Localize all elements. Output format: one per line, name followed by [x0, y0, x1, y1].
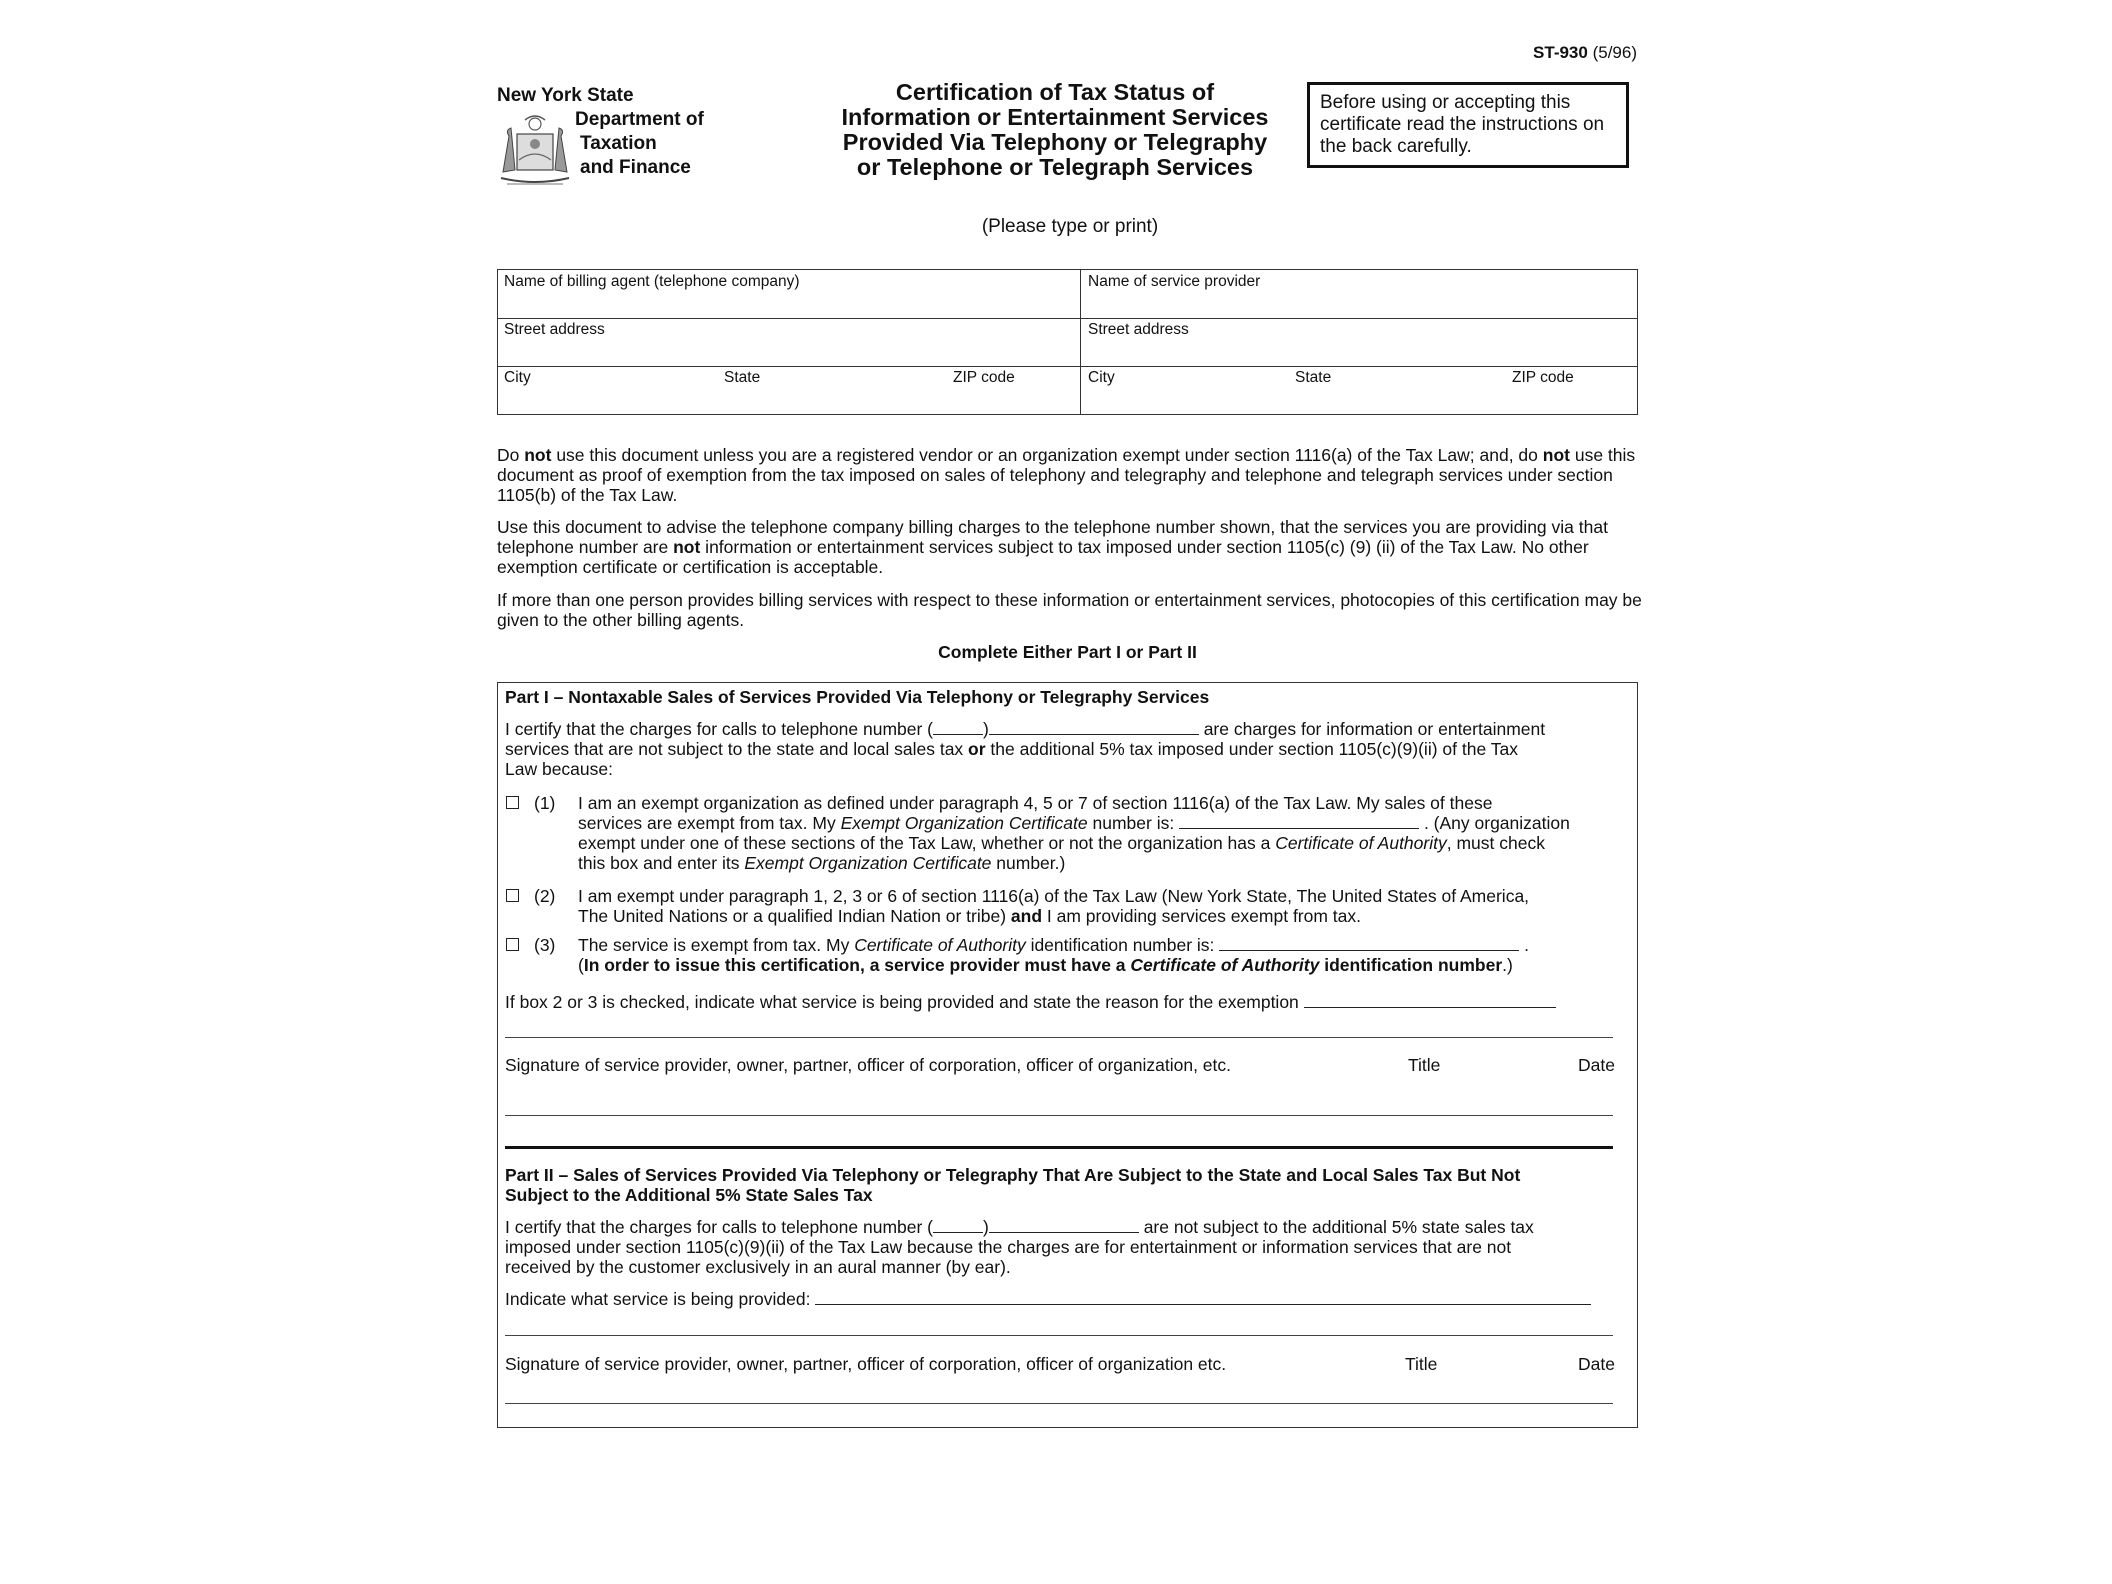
item-2-number: (2) [534, 886, 556, 906]
agency-line-1: New York State [497, 85, 634, 106]
title-line-2: Information or Entertainment Services [841, 104, 1269, 130]
provider-state-field[interactable]: State [1295, 369, 1332, 386]
billing-zip-field[interactable]: ZIP code [953, 369, 1015, 386]
state-seal-icon [497, 110, 573, 190]
title-line-4: or Telephone or Telegraph Services [856, 154, 1254, 180]
instruction-paragraph-1: Do not use this document unless you are a registered vendor or an organization exempt under section 1116(a) of the Tax Law; and, do not use this document as proof of exemption from the tax imposed on sales of telephony and telegraphy and telephone and telegraph services under section 1105(b) of the Tax Law. [497, 445, 1636, 505]
service-provided-line-2[interactable] [505, 1335, 1613, 1336]
part2-signature-line[interactable] [505, 1403, 1613, 1404]
billing-agent-name-field[interactable]: Name of billing agent (telephone company) [504, 273, 800, 290]
part2-certify-line-2: imposed under section 1105(c)(9)(ii) of the Tax Law because the charges are for entertainment or information services that are not [505, 1237, 1512, 1257]
provider-city-field[interactable]: City [1088, 369, 1115, 386]
part1-checkbox-2[interactable] [506, 889, 519, 902]
exempt-org-cert-number-field[interactable] [1179, 814, 1419, 829]
service-provider-name-field[interactable]: Name of service provider [1088, 273, 1261, 290]
part1-phone-number-field[interactable] [989, 720, 1199, 735]
item-3-number: (3) [534, 935, 556, 955]
part1-signature-label: Signature of service provider, owner, partner, officer of corporation, officer of organization, etc. [505, 1055, 1232, 1075]
part2-area-code-field[interactable] [933, 1218, 983, 1233]
identification-table [497, 269, 1638, 415]
exemption-reason-field[interactable] [1304, 993, 1556, 1008]
provider-street-field[interactable]: Street address [1088, 321, 1189, 338]
item-1-text: I am an exempt organization as defined under paragraph 4, 5 or 7 of section 1116(a) of the Tax Law. My sales of these services are exempt from tax. My Exempt Organization Certificate number is: . (Any organization exempt under one of these sections of the Tax Law, whether or not the organization has a Certificate of Authority, must check this box and enter its Exempt Organization Certificate number.) [578, 793, 1570, 873]
part1-signature-line[interactable] [505, 1115, 1613, 1116]
form-title [820, 80, 1290, 180]
type-or-print-note: (Please type or print) [981, 216, 1159, 237]
parts-box [497, 682, 1638, 1428]
part2-heading: Part II – Sales of Services Provided Via Telephony or Telegraphy That Are Subject to the State and Local Sales Tax But Not Subject to the Additional 5% State Sales Tax [505, 1165, 1521, 1205]
indicate-service-line: Indicate what service is being provided: [505, 1289, 1615, 1309]
billing-state-field[interactable]: State [724, 369, 761, 386]
form-number: ST-930 (5/96) [1533, 43, 1637, 62]
item-3-text: The service is exempt from tax. My Certificate of Authority identification number is: . (In order to issue this certification, a service provider must have a Certificate of Authority identification number.) [578, 935, 1530, 975]
part1-certify-line-1: I certify that the charges for calls to telephone number ( ) are charges for information or entertainment [505, 719, 1546, 739]
agency-block [497, 84, 727, 194]
agency-line-4: and Finance [580, 157, 691, 178]
title-line-3: Provided Via Telephony or Telegraphy [842, 129, 1268, 155]
instruction-paragraph-2: Use this document to advise the telephone company billing charges to the telephone number shown, that the services you are providing via that telephone number are not information or entertainment services subject to tax imposed under section 1105(c) (9) (ii) of the Tax Law. No other exemption certificate or certification is acceptable. [497, 517, 1608, 577]
part2-title-label: Title [1405, 1354, 1438, 1374]
complete-either-heading: Complete Either Part I or Part II [938, 642, 1197, 662]
part2-phone-number-field[interactable] [989, 1218, 1139, 1233]
part2-certify-line-1: I certify that the charges for calls to telephone number ( ) are not subject to the additional 5% state sales tax [505, 1217, 1534, 1237]
title-line-1: Certification of Tax Status of [895, 79, 1215, 105]
agency-line-3: Taxation [580, 133, 657, 154]
part1-date-label: Date [1578, 1055, 1615, 1075]
part1-certify-line-3: Law because: [505, 759, 613, 779]
part1-title-label: Title [1408, 1055, 1441, 1075]
part1-checkbox-1[interactable] [506, 796, 519, 809]
part-divider [505, 1146, 1613, 1149]
agency-line-2: Department of [575, 109, 704, 130]
instruction-notice: Before using or accepting this certificate read the instructions on the back carefully. [1307, 82, 1629, 168]
exemption-reason-line-2[interactable] [505, 1037, 1613, 1038]
provider-zip-field[interactable]: ZIP code [1512, 369, 1574, 386]
part1-heading: Part I – Nontaxable Sales of Services Provided Via Telephony or Telegraphy Services [505, 687, 1210, 707]
item-2-text: I am exempt under paragraph 1, 2, 3 or 6 of section 1116(a) of the Tax Law (New York State, The United States of America, The United Nations or a qualified Indian Nation or tribe) and I am providing services exempt from tax. [578, 886, 1530, 926]
billing-street-field[interactable]: Street address [504, 321, 605, 338]
part2-signature-label: Signature of service provider, owner, partner, officer of corporation, officer of organization etc. [505, 1354, 1227, 1374]
instruction-paragraph-3: If more than one person provides billing services with respect to these information or entertainment services, photocopies of this certification may be given to the other billing agents. [497, 590, 1642, 630]
part1-area-code-field[interactable] [933, 720, 983, 735]
item-1-number: (1) [534, 793, 556, 813]
billing-city-field[interactable]: City [504, 369, 531, 386]
part1-certify-line-2: services that are not subject to the state and local sales tax or the additional 5% tax imposed under section 1105(c)(9)(ii) of the Tax [505, 739, 1518, 759]
part2-date-label: Date [1578, 1354, 1615, 1374]
if-box-checked-line: If box 2 or 3 is checked, indicate what service is being provided and state the reason for the exemption [505, 992, 1615, 1012]
cert-of-authority-number-field[interactable] [1219, 936, 1519, 951]
part1-checkbox-3[interactable] [506, 938, 519, 951]
part2-certify-line-3: received by the customer exclusively in an aural manner (by ear). [505, 1257, 1011, 1277]
service-provided-field[interactable] [815, 1290, 1591, 1305]
